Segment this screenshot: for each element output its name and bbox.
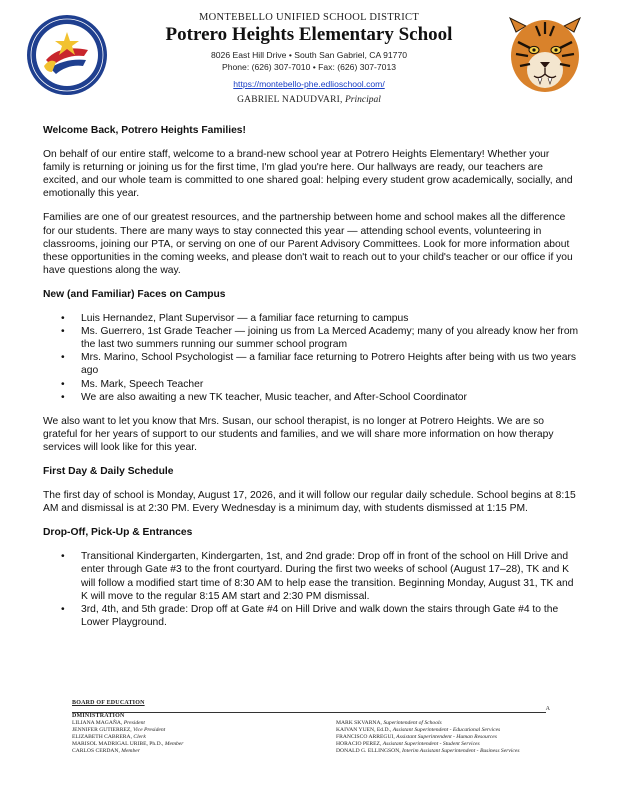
schedule-heading: First Day & Daily Schedule [43,465,174,477]
list-item: • Mrs. Marino, School Psychologist — a familiar face returning to Potrero Heights after being with us two years ago [81,351,579,377]
administrator: KAIVAN YUEN, Ed.D., Assistant Superintendent - Educational Services [336,727,501,733]
board-member: JENNIFER GUTIERREZ, Vice President [72,727,166,733]
greeting-heading: Welcome Back, Potrero Heights Families! [43,125,246,136]
schedule-paragraph: The first day of school is Monday, August 17, 2026, and it will follow our regular daily schedule. School begins at 8:15 AM and dismissal is at 2:30 PM. Every Wednesday is a minimum day, with students dismissed at 1:15 PM. [43,490,576,515]
administration-members [336,720,546,755]
board-member: LILIANA MAGAÑA, President [72,720,145,726]
board-footer [72,700,550,755]
letter-body [43,124,579,640]
list-item: • Transitional Kindergarten, Kindergarten, 1st, and 2nd grade: Drop off in front of the school on Hill Drive and enter through Gate #3 to the front courtyard. During the first two weeks of school (August 17–28), TK and K will follow a modified start time of 8:30 AM to help ease the transition. Beginning Monday, August 31, TK and K will move to the regular 8:15 AM start and 2:30 PM dismissal. [81,550,579,602]
list-item: • 3rd, 4th, and 5th grade: Drop off at Gate #4 on Hill Drive and walk down the stairs through Gate #4 to the Lower Playground. [81,603,579,629]
administrator: MARK SKVARNA, Superintendent of Schools [336,720,442,726]
administration-divider [72,706,550,720]
school-website-link[interactable]: https://montebello-phe.edlioschool.com/ [233,79,385,89]
board-columns [72,720,546,755]
school-address: 8026 East Hill Drive • South San Gabriel, CA 91770 [211,50,407,60]
school-phone-fax: Phone: (626) 307-7010 • Fax: (626) 307-7013 [221,62,397,72]
faces-list [43,312,579,404]
principal-line [0,95,618,105]
administrator: FRANCISCO ARREGUI, Assistant Superintendent - Human Resources [336,734,497,740]
board-member: MARISOL MADRIGAL URIBE, Ph.D., Member [72,741,184,747]
administrator: HORACIO PEREZ, Assistant Superintendent - Student Services [336,741,480,747]
dropoff-heading: Drop-Off, Pick-Up & Entrances [43,527,193,539]
intro-paragraph-2: Families are one of our greatest resources, and the partnership between home and school makes all the difference for our students. There are many ways to stay connected this year — attending school events, volunteering in classrooms, joining our PTA, or serving on one of our Parent Advisory Committees. Look for more information about these opportunities in the coming weeks, and please don't wait to reach out to your child's teacher or our office if you have questions along the way. [43,212,573,276]
principal-name: GABRIEL NADUDVARI, [237,95,343,105]
administrator: DONALD G. ELLINGSON, Interim Assistant Superintendent - Business Services [336,748,520,754]
list-item: • Ms. Guerrero, 1st Grade Teacher — joining us from La Merced Academy; many of you already know her from the last two summers running our summer school program [81,325,579,351]
principal-title: Principal [344,95,381,105]
dropoff-list [43,550,579,629]
intro-paragraph-1: On behalf of our entire staff, welcome to a brand-new school year at Potrero Heights Elementary! Whether your family is returning or joining us for the first time, I'm glad you're here. Our hallways are ready, our teachers are excited, and our whole team is committed to one shared goal: helping every student grow academically, socially, and emotionally this year. [43,149,573,200]
therapist-paragraph: We also want to let you know that Mrs. Susan, our school therapist, is no longer at Potrero Heights. We are so grateful for her years of support to our students and families, and we will share more information on how therapy services will look like for this year. [43,415,554,453]
board-members [72,720,302,755]
board-member: CARLOS CERDAN, Member [72,748,140,754]
board-of-education-title: BOARD OF EDUCATION [72,700,145,706]
list-item: • Luis Hernandez, Plant Supervisor — a familiar face returning to campus [81,312,579,325]
administration-title: DMINISTRATION [72,713,125,719]
list-item: • We are also awaiting a new TK teacher, Music teacher, and After-School Coordinator [81,391,579,404]
school-name: Potrero Heights Elementary School [165,24,453,45]
list-item: • Ms. Mark, Speech Teacher [81,378,579,391]
administration-letter: A [545,706,550,712]
faces-heading: New (and Familiar) Faces on Campus [43,288,226,300]
board-member: ELIZABETH CABRERA, Clerk [72,734,146,740]
district-name: MONTEBELLO UNIFIED SCHOOL DISTRICT [198,12,420,23]
